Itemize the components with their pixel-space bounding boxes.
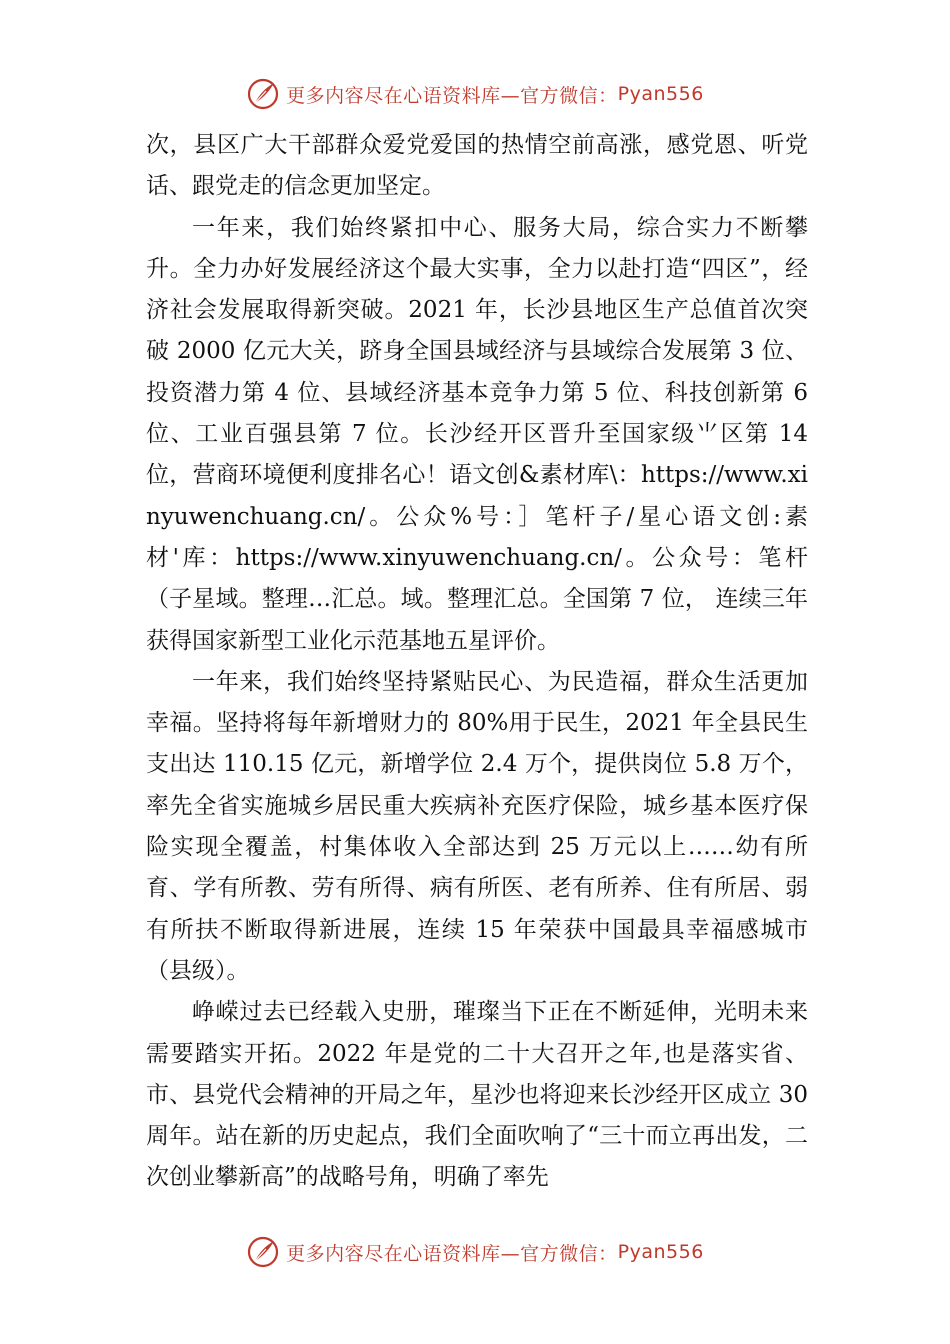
paragraph-2: 一年来，我们始终紧扣中心、服务大局，综合实力不断攀升。全力办好发展经济这个最大实事，全力以赴打造“四区”，经济社会发展取得新突破。2021 年，长沙县地区生产总值首次突破 2000 亿元大关，跻身全国县域经济与县域综合发展第 3 位、投资潜力第 4 位、县域经济基本竞争力第 5 位、科技创新第 6 位、工业百强县第 7 位。长沙经开区晋升至国家级⺌区第 14 位，营商环境便利度排名心！语文创&素材库\：https://www.xinyuwenchuang.cn/。公众%号：］笔杆子/星心语文创:素材'库：https://www.xinyuwenchuang.cn/。公众号：笔杆（子星域。整理…汇总。域。整理汇总。全国第 7 位， 连续三年获得国家新型工业化示范基地五星评价。: [146, 214, 808, 654]
document-body: [146, 125, 808, 1199]
feather-logo-icon: [246, 1235, 280, 1269]
footer-banner-text: 更多内容尽在心语资料库—官方微信：: [286, 1242, 618, 1265]
feather-logo-icon: [246, 77, 280, 111]
header-banner-id: Pyan556: [617, 83, 704, 105]
footer-banner-id: Pyan556: [617, 1241, 704, 1263]
footer-banner: [0, 1232, 950, 1272]
paragraph-1: 次，县区广大干部群众爱党爱国的热情空前高涨，感党恩、听党话、跟党走的信念更加坚定。: [146, 132, 808, 200]
paragraph-3: 一年来，我们始终坚持紧贴民心、为民造福，群众生活更加幸福。坚持将每年新增财力的 80%用于民生，2021 年全县民生支出达 110.15 亿元，新增学位 2.4 万个，提供岗位 5.8 万个，率先全省实施城乡居民重大疾病补充医疗保险，城乡基本医疗保险实现全覆盖，村集体收入全部达到 25 万元以上……幼有所育、学有所教、劳有所得、病有所医、老有所养、住有所居、弱有所扶不断取得新进展，连续 15 年荣获中国最具幸福感城市（县级）。: [146, 668, 808, 984]
paragraph-4: 峥嵘过去已经载入史册，璀璨当下正在不断延伸，光明未来需要踏实开拓。2022 年是党的二十大召开之年,也是落实省、市、县党代会精神的开局之年，星沙也将迎来长沙经开区成立 30 周年。站在新的历史起点，我们全面吹响了“三十而立再出发，二次创业攀新高”的战略号角，明确了率先: [146, 999, 808, 1191]
header-banner: [0, 74, 950, 114]
header-banner-text: 更多内容尽在心语资料库—官方微信：: [286, 84, 618, 107]
